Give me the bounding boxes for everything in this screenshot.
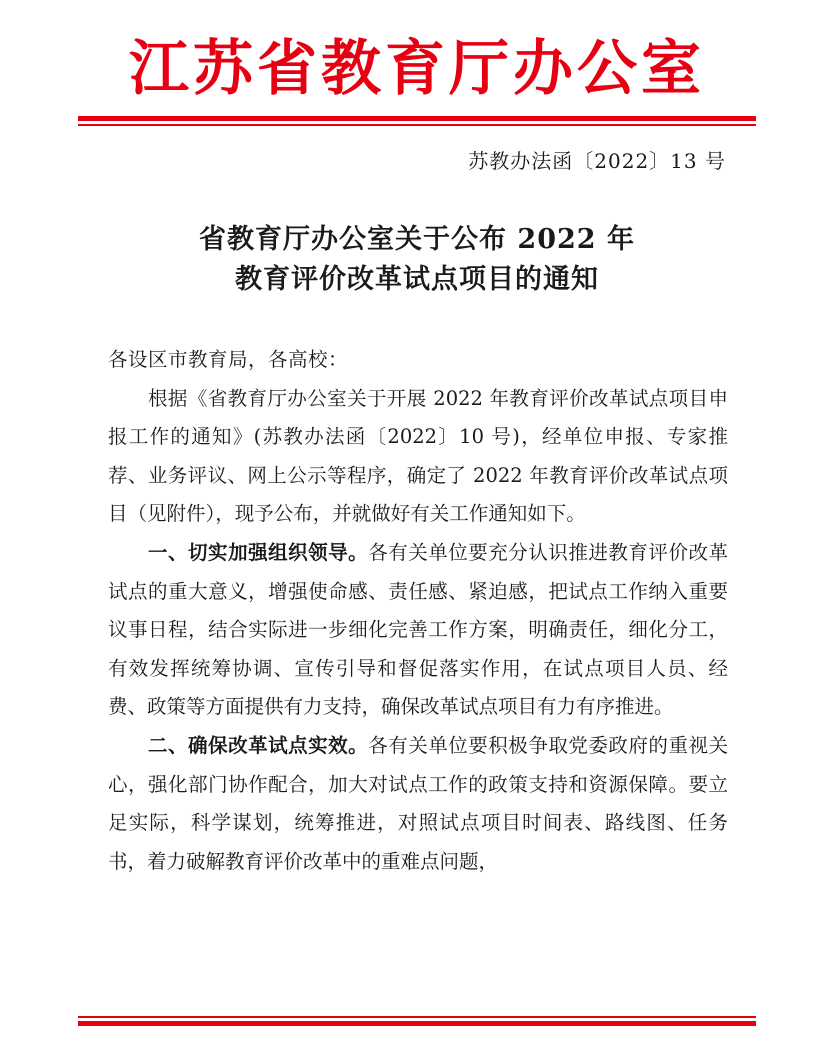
document-title-line-1: 省教育厅办公室关于公布 2022 年 [199, 224, 635, 255]
masthead-divider-thick [78, 116, 756, 121]
section-2-text: 各有关单位要积极争取党委政府的重视关心，强化部门协作配合，加大对试点工作的政策支持和资源保障。要立足实际，科学谋划，统筹推进，对照试点项目时间表、路线图、任务书，着力破解教育评价改革中的重难点问题， [108, 733, 728, 873]
section-1-heading: 一、切实加强组织领导。 [148, 540, 369, 564]
section-1-text: 各有关单位要充分认识推进教育评价改革试点的重大意义，增强使命感、责任感、紧迫感，把试点工作纳入重要议事日程，结合实际进一步细化完善工作方案，明确责任，细化分工，有效发挥统筹协调、宣传引导和督促落实作用，在试点项目人员、经费、政策等方面提供有力支持，确保改革试点项目有力有序推进。 [108, 540, 728, 719]
salutation: 各设区市教育局，各高校： [108, 348, 349, 371]
section-1-paragraph [108, 534, 728, 727]
footer-divider-thick [78, 1021, 756, 1026]
document-body [108, 341, 728, 881]
section-2-heading: 二、确保改革试点实效。 [148, 733, 369, 757]
intro-paragraph: 根据《省教育厅办公室关于开展 2022 年教育评价改革试点项目申报工作的通知》(苏教办法函〔2022〕10 号)，经单位申报、专家推荐、业务评议、网上公示等程序，确定了 2022 年教育评价改革试点项目（见附件），现予公布，并就做好有关工作通知如下。 [108, 386, 728, 526]
section-2-paragraph [108, 727, 728, 881]
footer-divider-thin [78, 1016, 756, 1018]
document-number: 苏教办法函〔2022〕13 号 [468, 149, 726, 173]
issuer-masthead: 江苏省教育厅办公室 [129, 34, 705, 104]
document-title-line-2: 教育评价改革试点项目的通知 [235, 264, 599, 295]
masthead-divider-thin [78, 124, 756, 126]
